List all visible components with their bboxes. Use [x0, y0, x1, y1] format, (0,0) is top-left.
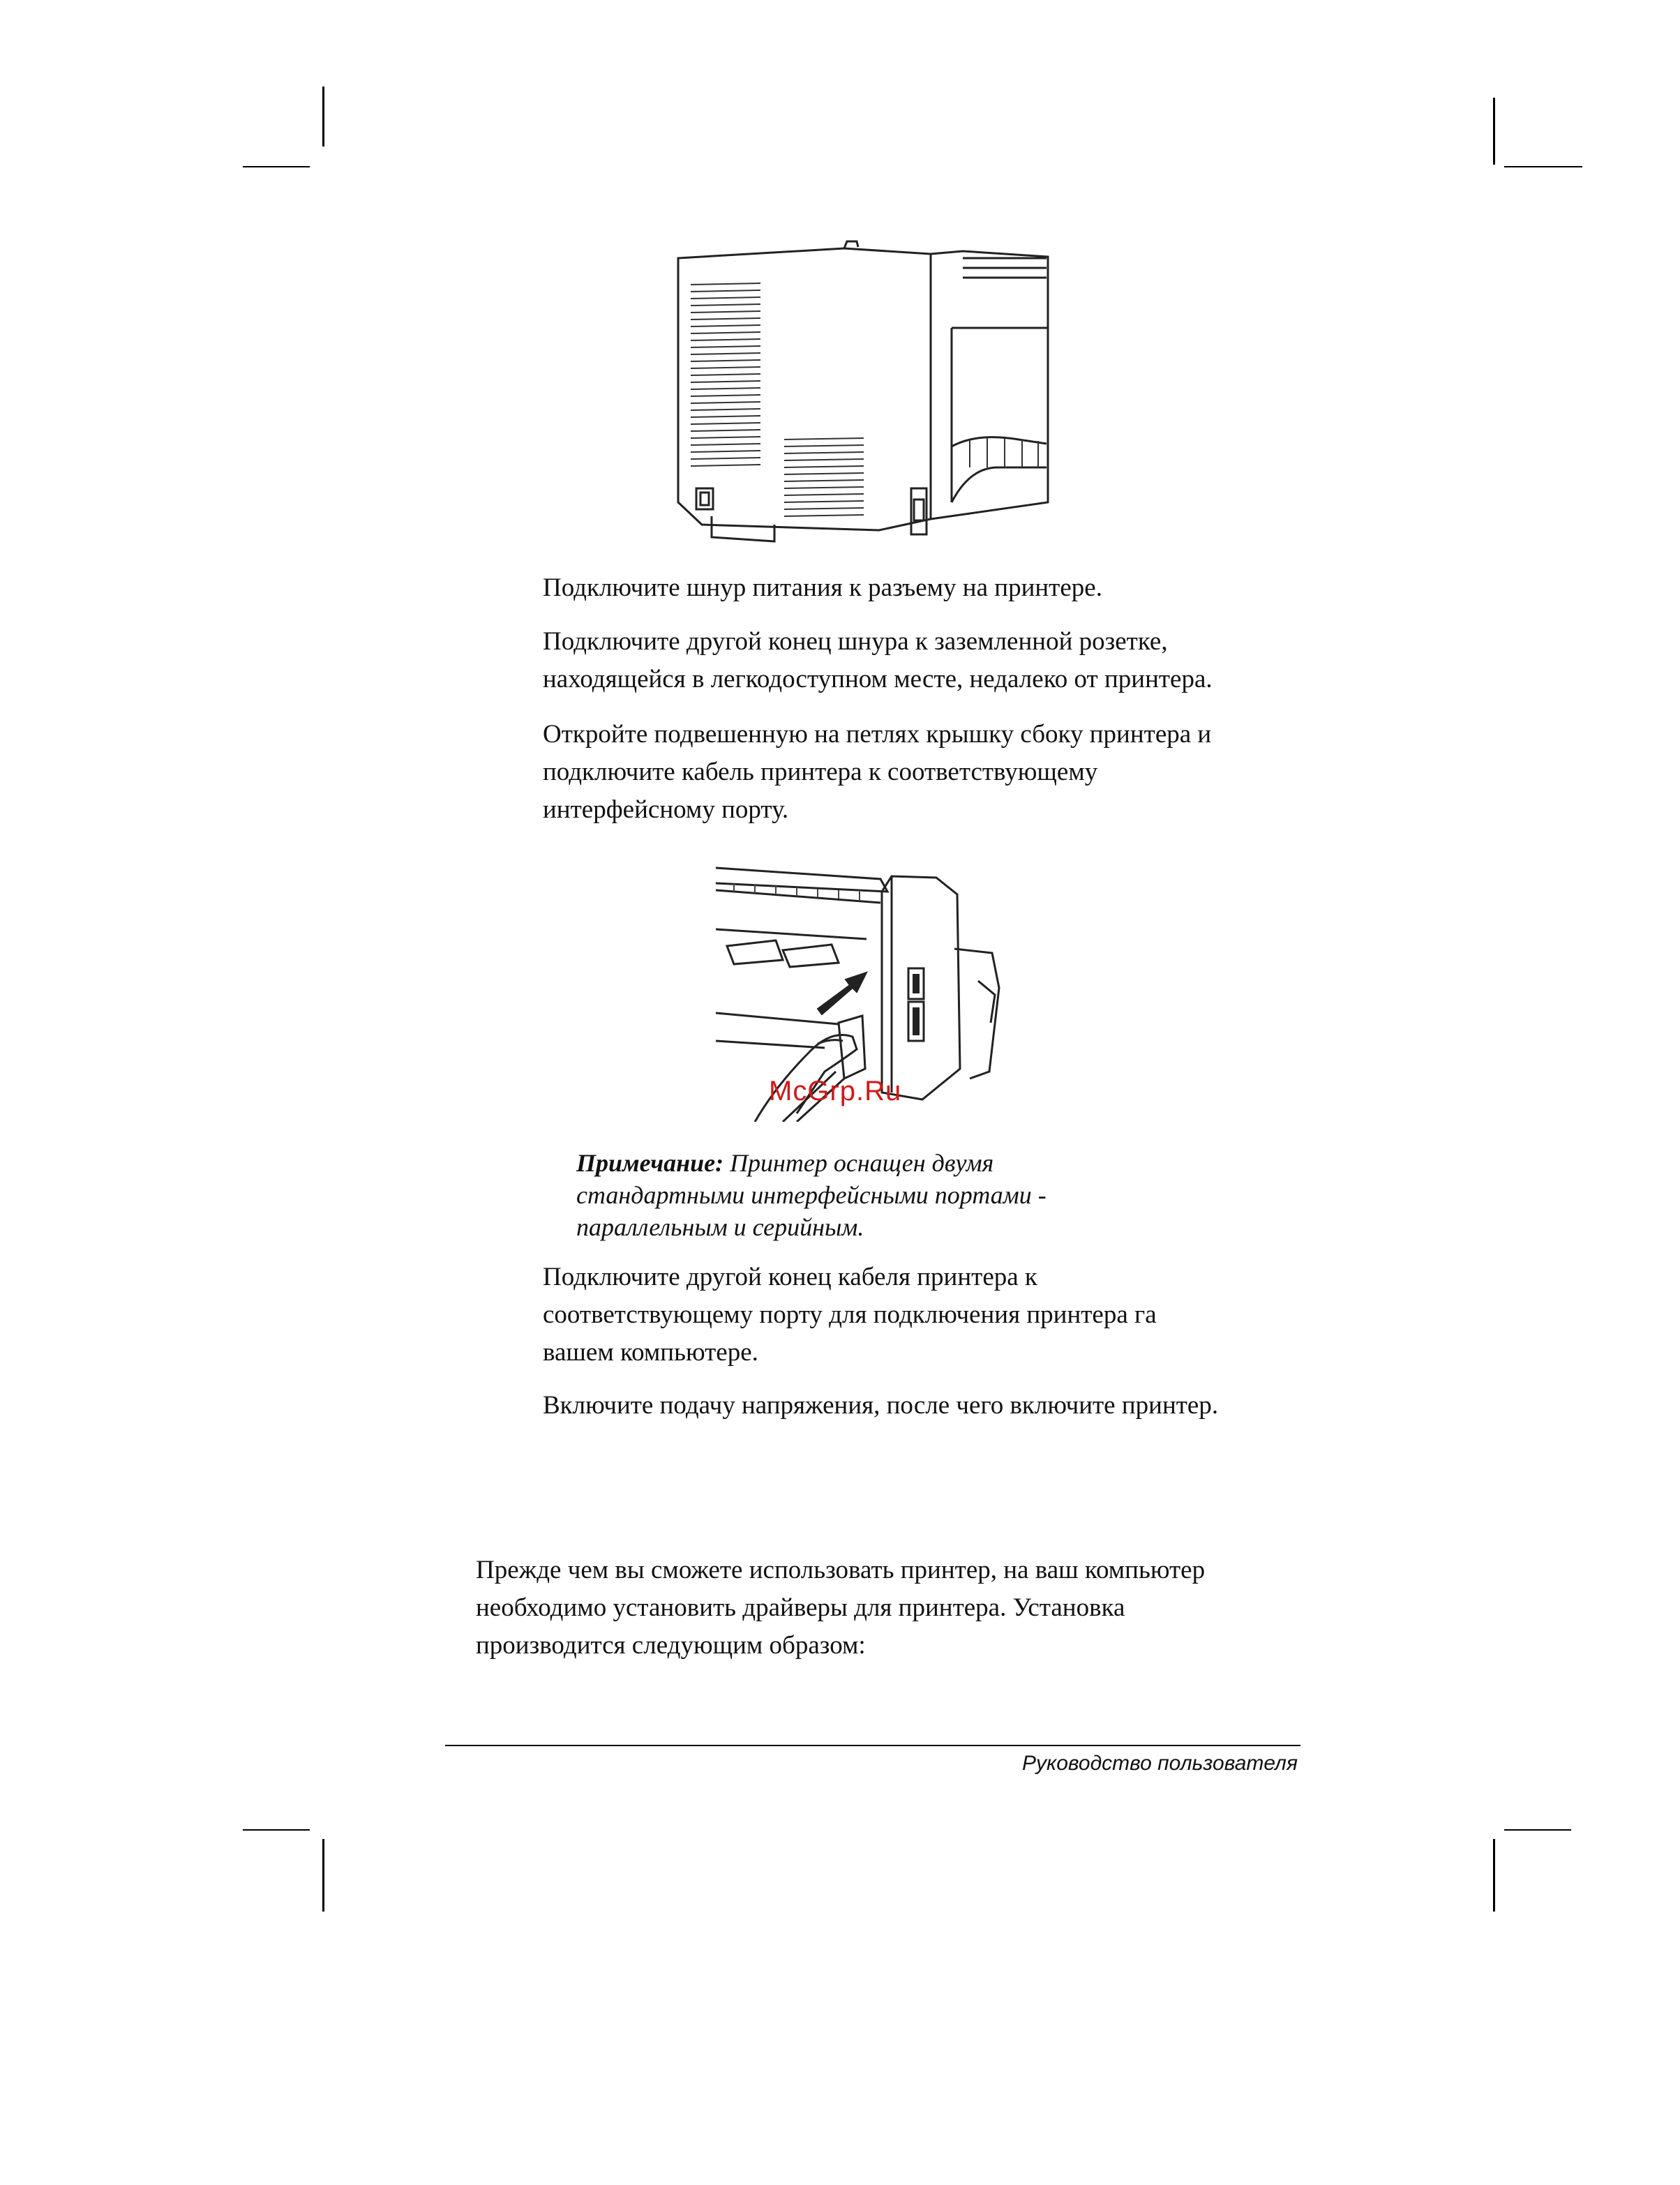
footer-rule: [445, 1745, 1300, 1746]
crop-mark-bottom-left-horizontal: [243, 1829, 310, 1831]
text-line: подключите кабель принтера к соответствующему: [543, 758, 1098, 786]
text-line: Откройте подвешенную на петлях крышку сбоку принтера и: [543, 720, 1212, 749]
intro-paragraph: [476, 1552, 1313, 1665]
step-paragraph-4: [543, 1259, 1296, 1372]
text-line: вашем компьютере.: [543, 1338, 758, 1367]
step-paragraph-1: [543, 569, 1296, 607]
crop-mark-bottom-right-horizontal: [1504, 1829, 1571, 1831]
crop-mark-bottom-right-vertical: [1493, 1839, 1495, 1912]
crop-mark-top-right-vertical: [1493, 98, 1495, 165]
text-line: находящейся в легкодоступном месте, недалеко от принтера.: [543, 665, 1213, 693]
text-line: стандартными интерфейсными портами -: [576, 1181, 1047, 1209]
text-line: Подключите другой конец кабеля принтера к: [543, 1263, 1037, 1291]
text-line: Подключите другой конец шнура к заземленной розетке,: [543, 627, 1168, 656]
step-paragraph-2: [543, 623, 1296, 698]
text-line: интерфейсному порту.: [543, 795, 789, 824]
text-line: Включите подачу напряжения, после чего включите принтер.: [543, 1391, 1219, 1420]
crop-mark-top-left-horizontal: [243, 166, 310, 167]
watermark: McGrp.Ru: [769, 1076, 902, 1106]
printer-rear-illustration: [670, 237, 1060, 572]
text-line: производится следующим образом:: [476, 1631, 866, 1660]
text-line: Принтер оснащен двумя: [730, 1149, 994, 1177]
text-line: соответствующему порту для подключения принтера га: [543, 1300, 1157, 1329]
step-paragraph-3: [543, 716, 1296, 829]
text-line: Подключите шнур питания к разъему на принтере.: [543, 573, 1102, 602]
crop-mark-top-right-horizontal: [1504, 166, 1582, 167]
footer-title: Руководство пользователя: [1022, 1752, 1298, 1775]
step-paragraph-5: [543, 1387, 1296, 1425]
crop-mark-bottom-left-vertical: [322, 1839, 324, 1912]
text-line: Прежде чем вы сможете использовать принтер, на ваш компьютер: [476, 1556, 1206, 1584]
text-line: параллельным и серийным.: [576, 1213, 864, 1241]
note-label: Примечание:: [576, 1149, 724, 1177]
text-line: необходимо установить драйверы для принтера. Установка: [476, 1593, 1125, 1622]
note-block: [576, 1147, 1204, 1243]
crop-mark-top-left-vertical: [322, 87, 324, 147]
